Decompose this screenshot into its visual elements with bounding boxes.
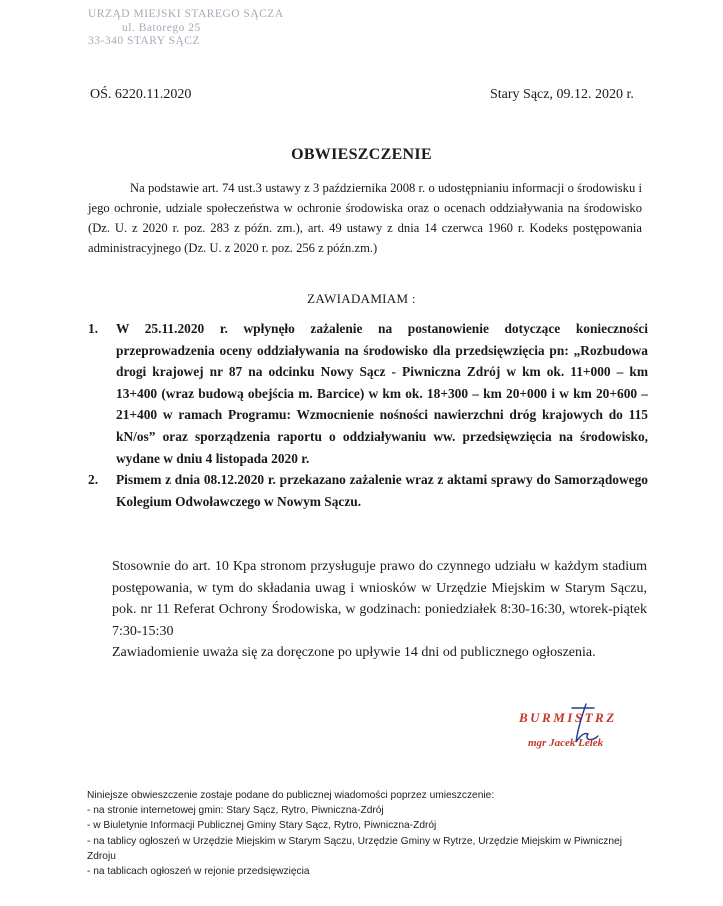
stamp-line-1: URZĄD MIEJSKI STAREGO SĄCZA (88, 8, 284, 20)
footer-intro: Niniejsze obwieszczenie zostaje podane do publicznej wiadomości poprzez umieszczenie: (87, 790, 495, 801)
reference-number: OŚ. 6220.11.2020 (90, 87, 192, 102)
list-item-number: 2. (88, 472, 99, 488)
signature-role: BURMISTRZ (519, 710, 617, 725)
footer-item: - na tablicach ogłoszeń w rejonie przedsięwzięcia (87, 866, 310, 878)
footer-item: - na stronie internetowej gmin: Stary Sącz, Rytro, Piwniczna-Zdrój (87, 805, 384, 817)
points-list (88, 318, 648, 512)
footer-item: - na tablicy ogłoszeń w Urzędzie Miejskim w Starym Sączu, Urzędzie Gminy w Rytrze, Urzędzie Miejskim w Piwnicznej Zdroju (87, 835, 622, 862)
statement-text: Stosownie do art. 10 Kpa stronom przysługuje prawo do czynnego udziału w każdym stadium postępowania, w tym do składania uwag i wniosków w Urzędzie Miejskim w Starym Sączu, pok. nr 11 Referat Ochrony Środowiska, w godzinach: poniedziałek 8:30-16:30, wtorek-piątek 7:30-15:30 (112, 559, 647, 639)
list-item-text: W 25.11.2020 r. wpłynęło zażalenie na postanowienie dotyczące konieczności przeprowadzenia oceny oddziaływania na środowisko dla przedsięwzięcia pn: „Rozbudowa drogi krajowej nr 87 na odcinku Nowy Sącz - Piwniczna Zdrój w km ok. 11+000 – km 13+400 (wraz budową obejścia m. Barcice) w km ok. 18+300 – km 20+000 i w km 20+600 – 21+400 w ramach Programu: Wzmocnienie nośności nawierzchni dróg krajowych do 115 kN/os” oraz sporządzenia raportu o oddziaływaniu ww. przedsięwzięcia na środowisko, wydane w dniu 4 listopada 2020 r. (116, 321, 648, 466)
stamp-line-2: ul. Batorego 25 (122, 21, 201, 34)
footer-item: - w Biuletynie Informacji Publicznej Gminy Stary Sącz, Rytro, Piwniczna-Zdrój (87, 820, 437, 832)
announcement-heading: ZAWIADAMIAM : (307, 291, 416, 306)
publication-footer (87, 788, 647, 879)
intro-paragraph (88, 178, 642, 258)
stamp-line-3: 33-340 STARY SĄCZ (88, 35, 200, 47)
document-title: OBWIESZCZENIE (291, 146, 432, 163)
list-item (88, 318, 648, 469)
list-item-text: Pismem z dnia 08.12.2020 r. przekazano zażalenie wraz z aktami sprawy do Samorządowego Kolegium Odwoławczego w Nowym Sączu. (116, 472, 648, 509)
intro-text: Na podstawie art. 74 ust.3 ustawy z 3 października 2008 r. o udostępnianiu informacji o środowisku i jego ochronie, udziale społeczeństwa w ochronie środowiska oraz o ocenach oddziaływania na środowisko (Dz. U. z 2020 r. poz. 283 z późn. zm.), art. 49 ustawy z dnia 14 czerwca 1960 r. Kodeks postępowania administracyjnego (Dz. U. z 2020 r. poz. 256 z późn.zm.) (88, 181, 642, 255)
notice-text: Zawiadomienie uważa się za doręczone po upływie 14 dni od publicznego ogłoszenia. (112, 645, 596, 661)
list-item (88, 469, 648, 512)
office-stamp (88, 8, 284, 49)
place-date: Stary Sącz, 09.12. 2020 r. (490, 87, 634, 102)
list-item-number: 1. (88, 321, 99, 336)
signatory-name: mgr Jacek Lelek (528, 737, 604, 749)
rights-statement (112, 556, 647, 664)
